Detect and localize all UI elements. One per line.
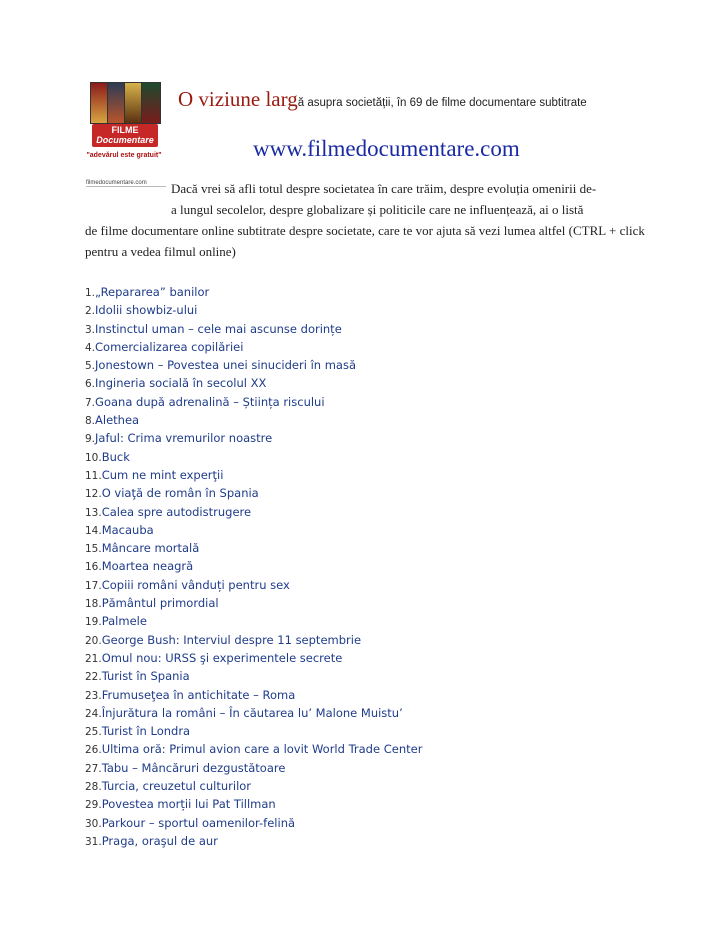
film-list xyxy=(85,283,422,850)
film-list-item xyxy=(85,631,422,649)
title-small: ă asupra societății, în 69 de filme documentare subtitrate xyxy=(297,97,587,109)
film-list-item xyxy=(85,484,422,502)
logo-site: filmedocumentare.com xyxy=(86,180,166,187)
film-list-item xyxy=(85,503,422,521)
poster-image xyxy=(141,82,161,124)
film-link[interactable]: Palmele xyxy=(101,614,147,629)
film-number: 30. xyxy=(85,817,102,830)
film-number: 9. xyxy=(85,433,96,446)
film-link[interactable]: Mâncare mortală xyxy=(101,541,200,556)
film-number: 16. xyxy=(85,561,102,574)
film-number: 12. xyxy=(85,488,102,501)
film-number: 4. xyxy=(85,341,96,354)
film-link[interactable]: Parkour – sportul oamenilor-felină xyxy=(101,815,296,830)
film-link[interactable]: Turcia, creuzetul culturilor xyxy=(101,779,252,794)
film-number: 2. xyxy=(85,305,96,318)
film-link[interactable]: Ingineria socială în secolul XX xyxy=(95,376,267,391)
film-list-item xyxy=(85,576,422,594)
film-list-item xyxy=(85,539,422,557)
film-list-item xyxy=(85,795,422,813)
film-link[interactable]: George Bush: Interviul despre 11 septembrie xyxy=(101,632,362,647)
film-list-item xyxy=(85,777,422,795)
film-link[interactable]: Goana după adrenalină – Știința riscului xyxy=(95,394,325,409)
film-list-item xyxy=(85,356,422,374)
intro-rest: de filme documentare online subtitrate despre societate, care te vor ajuta să vezi lumea altfel (CTRL + click pentru a vedea filmul online) xyxy=(85,223,645,259)
film-link[interactable]: Cum ne mint experţii xyxy=(101,467,224,482)
film-link[interactable]: Buck xyxy=(101,449,130,464)
film-link[interactable]: Idolii showbiz-ului xyxy=(95,303,198,318)
film-number: 6. xyxy=(85,378,96,391)
film-link[interactable]: Instinctul uman – cele mai ascunse dorințe xyxy=(95,321,342,336)
film-number: 1. xyxy=(85,287,96,299)
film-link[interactable]: Povestea morții lui Pat Tillman xyxy=(101,797,276,812)
film-list-item xyxy=(85,320,422,338)
film-link[interactable]: Pământul primordial xyxy=(101,596,219,611)
film-list-item xyxy=(85,448,422,466)
site-url-link[interactable]: www.filmedocumentare.com xyxy=(253,136,520,161)
film-link[interactable]: Macauba xyxy=(101,522,154,537)
film-link[interactable]: Moartea neagră xyxy=(101,559,194,574)
film-list-item xyxy=(85,832,422,850)
film-number: 21. xyxy=(85,652,102,665)
film-list-item xyxy=(85,393,422,411)
logo-badge-line2: Documentare xyxy=(96,135,154,145)
film-list-item xyxy=(85,411,422,429)
film-number: 27. xyxy=(85,762,102,775)
film-number: 19. xyxy=(85,616,102,629)
film-number: 26. xyxy=(85,744,102,757)
intro-line-1: Dacă vrei să afli totul despre societatea în care trăim, despre evoluția omenirii de- xyxy=(171,181,597,196)
film-number: 20. xyxy=(85,634,102,647)
film-list-item xyxy=(85,283,422,301)
film-link[interactable]: Copiii români vânduți pentru sex xyxy=(101,577,290,592)
film-list-item xyxy=(85,759,422,777)
film-link[interactable]: Omul nou: URSS şi experimentele secrete xyxy=(101,650,343,665)
film-list-item xyxy=(85,612,422,630)
film-number: 31. xyxy=(85,835,102,848)
film-number: 28. xyxy=(85,781,102,794)
page-title xyxy=(178,87,587,112)
film-list-item xyxy=(85,301,422,319)
film-list-item xyxy=(85,740,422,758)
film-number: 13. xyxy=(85,506,102,519)
logo-badge-line1: FILME xyxy=(111,125,139,135)
film-link[interactable]: Praga, oraşul de aur xyxy=(101,833,218,848)
film-number: 23. xyxy=(85,689,102,702)
title-big: O viziune larg xyxy=(178,87,298,111)
film-link[interactable]: „Repararea” banilor xyxy=(95,285,210,299)
film-list-item xyxy=(85,466,422,484)
film-list-item xyxy=(85,594,422,612)
film-link[interactable]: Jonestown – Povestea unei sinucideri în masă xyxy=(95,358,356,373)
film-list-item xyxy=(85,667,422,685)
film-number: 3. xyxy=(85,323,96,336)
film-list-item xyxy=(85,521,422,539)
film-link[interactable]: Tabu – Mâncăruri dezgustătoare xyxy=(101,760,286,775)
film-number: 22. xyxy=(85,671,102,684)
film-number: 8. xyxy=(85,415,96,428)
film-posters-image xyxy=(90,82,160,126)
film-number: 24. xyxy=(85,707,102,720)
intro-line-2: a lungul secolelor, despre globalizare și politicile care ne influențează, ai o listă xyxy=(171,202,584,217)
film-number: 18. xyxy=(85,598,102,611)
film-number: 5. xyxy=(85,360,96,373)
film-number: 15. xyxy=(85,543,102,556)
logo-badge xyxy=(92,124,158,147)
intro-paragraph xyxy=(85,178,645,262)
film-list-item xyxy=(85,429,422,447)
film-link[interactable]: Calea spre autodistrugere xyxy=(101,504,252,519)
film-link[interactable]: Comercializarea copilăriei xyxy=(95,339,244,354)
logo-slogan: "adevărul este gratuit" xyxy=(86,152,162,159)
film-number: 11. xyxy=(85,469,102,482)
film-number: 14. xyxy=(85,524,102,537)
film-link[interactable]: Ultima oră: Primul avion care a lovit World Trade Center xyxy=(101,742,423,757)
film-link[interactable]: Turist în Londra xyxy=(101,724,191,739)
film-number: 10. xyxy=(85,451,102,464)
film-list-item xyxy=(85,704,422,722)
film-list-item xyxy=(85,814,422,832)
film-list-item xyxy=(85,722,422,740)
film-number: 17. xyxy=(85,579,102,592)
film-list-item xyxy=(85,686,422,704)
film-link[interactable]: Alethea xyxy=(95,413,140,428)
film-list-item xyxy=(85,649,422,667)
film-number: 25. xyxy=(85,726,102,739)
film-list-item xyxy=(85,557,422,575)
film-link[interactable]: Înjurătura la români – În căutarea lu’ Malone Muistu’ xyxy=(101,705,403,720)
film-link[interactable]: Frumuseţea în antichitate – Roma xyxy=(101,687,296,702)
film-number: 29. xyxy=(85,799,102,812)
film-list-item xyxy=(85,338,422,356)
film-link[interactable]: Jaful: Crima vremurilor noastre xyxy=(95,431,273,446)
film-list-item xyxy=(85,374,422,392)
film-number: 7. xyxy=(85,396,96,409)
film-link[interactable]: Turist în Spania xyxy=(101,669,190,684)
film-link[interactable]: O viaţă de român în Spania xyxy=(101,486,259,501)
